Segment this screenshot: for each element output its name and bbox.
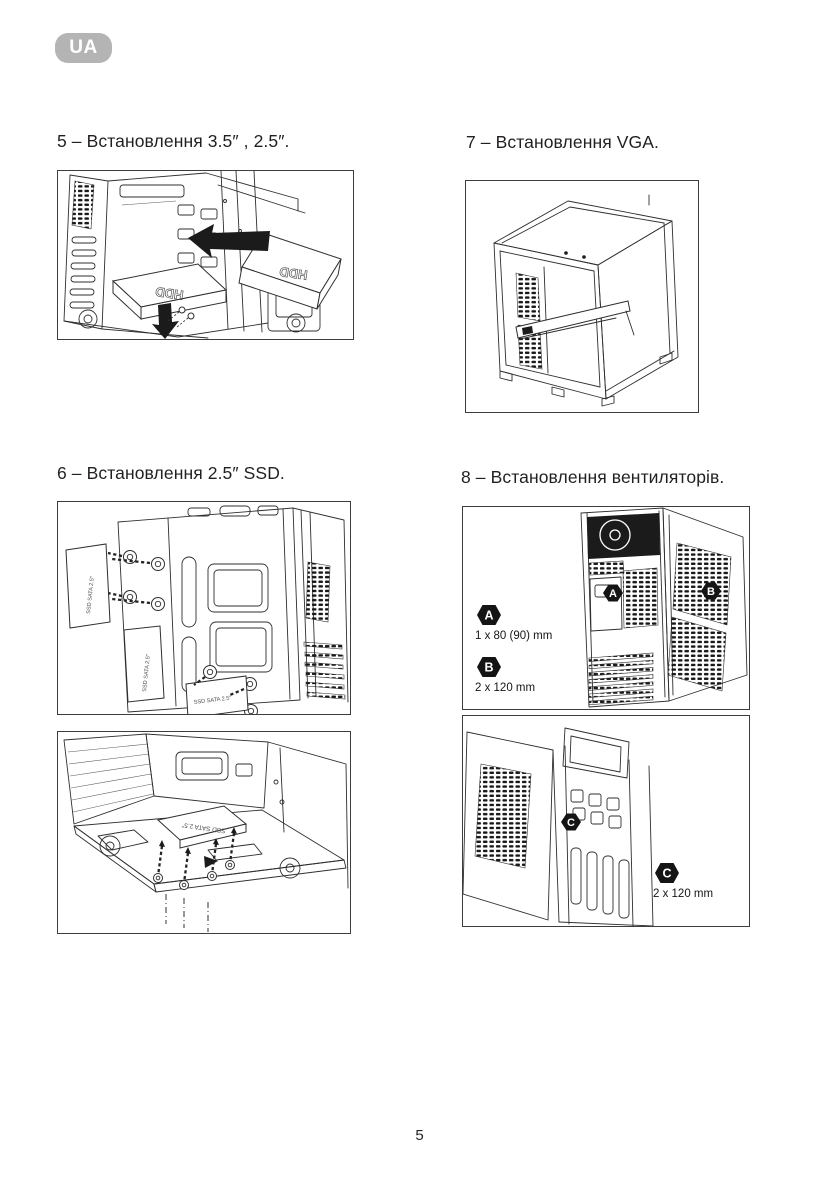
fans-front-drawing <box>463 716 749 926</box>
fan-legend-c <box>653 863 713 900</box>
ssd-label: SSD SATA 2.5″ <box>181 820 227 835</box>
svg-text:A: A <box>484 608 494 623</box>
ssd-label: SSD SATA 2.5″ <box>142 653 152 693</box>
fan-legend-b-text: 2 x 120 mm <box>475 682 536 694</box>
svg-text:C: C <box>662 866 672 881</box>
svg-text:B: B <box>707 586 715 598</box>
ssd-label: SSD SATA 2.5″ <box>193 695 232 706</box>
fan-legend-c-text: 2 x 120 mm <box>653 888 714 900</box>
fans-rear-drawing <box>463 507 749 709</box>
section-7-title: 7 – Встановлення VGA. <box>466 132 659 152</box>
figure-ssd-tray-install <box>57 501 351 715</box>
hdd-label: HDD <box>278 264 309 283</box>
page-number: 5 <box>415 1127 424 1144</box>
svg-text:A: A <box>609 588 617 600</box>
section-6-title: 6 – Встановлення 2.5″ SSD. <box>57 463 285 483</box>
fan-marker-c <box>561 814 581 831</box>
hdd-install-drawing <box>58 171 353 339</box>
slide-arrow <box>204 856 218 868</box>
figure-ssd-bottom-install <box>57 731 351 934</box>
vga-install-drawing <box>466 181 698 412</box>
section-8-title: 8 – Встановлення вентиляторів. <box>461 467 725 487</box>
svg-text:C: C <box>567 817 575 829</box>
figure-hdd-install <box>57 170 354 340</box>
figure-fans-rear <box>462 506 750 710</box>
svg-text:B: B <box>484 660 494 675</box>
figure-fans-front <box>462 715 750 927</box>
hdd-label: HDD <box>154 284 185 303</box>
ssd-bottom-drawing <box>58 732 350 933</box>
fan-legend-b <box>475 657 535 694</box>
figure-vga-install <box>465 180 699 413</box>
fan-legend-a <box>475 605 552 642</box>
fan-legend-a-text: 1 x 80 (90) mm <box>475 630 553 642</box>
ssd-tray-drawing <box>58 502 350 714</box>
fan-marker-a <box>603 585 623 602</box>
section-5-title: 5 – Встановлення 3.5″ , 2.5″. <box>57 131 290 151</box>
language-badge: UA <box>55 33 112 63</box>
ssd-label: SSD SATA 2.5″ <box>86 575 96 615</box>
